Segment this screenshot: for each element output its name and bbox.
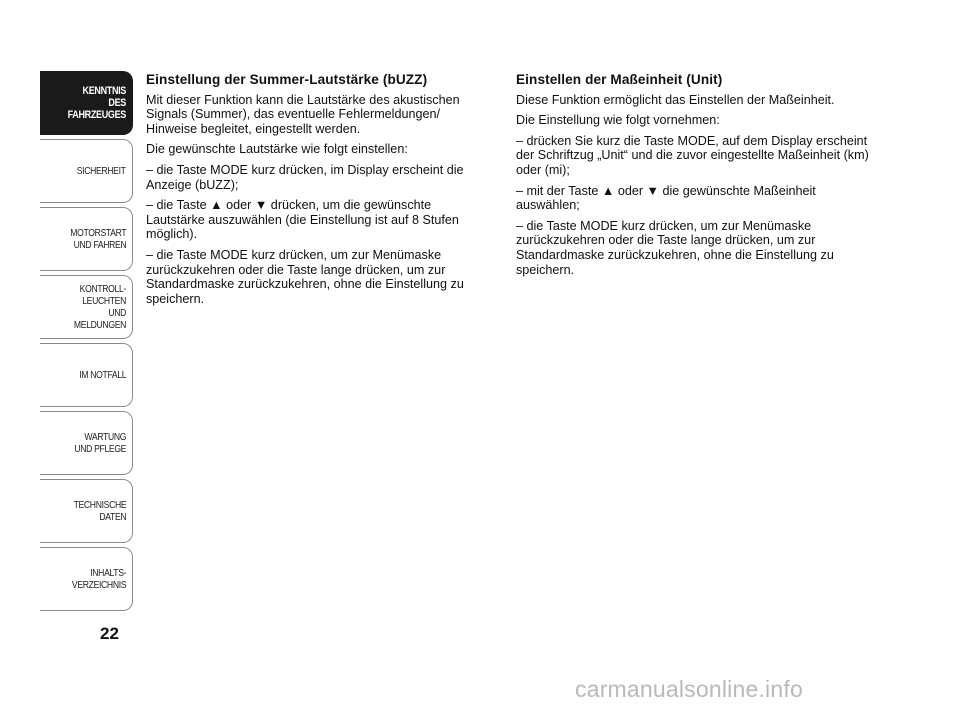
paragraph: – mit der Taste ▲ oder ▼ die gewünschte Maßeinheit auswählen; bbox=[516, 183, 816, 213]
tab-motorstart-und-fahren[interactable] bbox=[40, 207, 133, 271]
tab-label: SICHERHEIT bbox=[77, 165, 126, 177]
tab-inhaltsverzeichnis[interactable] bbox=[40, 547, 133, 611]
paragraph: – die Taste MODE kurz drücken, um zur Menümaske zurückzukehren oder die Taste lange drücken, um zur Standardmaske zurückzukehren, ohne die Einstellung zu speichern. bbox=[146, 247, 464, 306]
paragraph: – drücken Sie kurz die Taste MODE, auf dem Display erscheint der Schriftzug „Unit“ und die zuvor eingestellte Maßeinheit (km) oder (mi); bbox=[516, 133, 869, 177]
tab-sicherheit[interactable] bbox=[40, 139, 133, 203]
paragraph: Diese Funktion ermöglicht das Einstellen der Maßeinheit. bbox=[516, 92, 835, 107]
section-unit-setting bbox=[516, 73, 876, 283]
tab-label: TECHNISCHE DATEN bbox=[73, 499, 126, 523]
section-heading: Einstellung der Summer-Lautstärke (bUZZ) bbox=[146, 72, 428, 87]
paragraph: – die Taste MODE kurz drücken, um zur Menümaske zurückzukehren oder die Taste lange drücken, um zur Standardmaske zurückzukehren, ohne die Einstellung zu speichern. bbox=[516, 218, 834, 277]
tab-label: MOTORSTART UND FAHREN bbox=[69, 227, 126, 251]
tab-label: INHALTS- VERZEICHNIS bbox=[71, 567, 126, 591]
tab-label: KONTROLL- LEUCHTEN UND MELDUNGEN bbox=[73, 283, 126, 331]
watermark: carmanualsonline.info bbox=[575, 676, 803, 702]
tab-label: WARTUNG UND PFLEGE bbox=[74, 431, 126, 455]
section-buzzer-volume bbox=[146, 73, 491, 312]
tab-wartung-und-pflege[interactable] bbox=[40, 411, 133, 475]
tab-kontrollleuchten-und-meldungen[interactable] bbox=[40, 275, 133, 339]
paragraph: Die gewünschte Lautstärke wie folgt einstellen: bbox=[146, 142, 408, 157]
tab-im-notfall[interactable] bbox=[40, 343, 133, 407]
section-heading: Einstellen der Maßeinheit (Unit) bbox=[516, 72, 723, 87]
tab-kenntnis-des-fahrzeuges[interactable] bbox=[40, 71, 133, 135]
paragraph: Die Einstellung wie folgt vornehmen: bbox=[516, 113, 720, 128]
tab-technische-daten[interactable] bbox=[40, 479, 133, 543]
tab-label: IM NOTFALL bbox=[79, 369, 126, 381]
tab-label: KENNTNIS DES FAHRZEUGES bbox=[67, 85, 126, 121]
paragraph: – die Taste MODE kurz drücken, im Display erscheint die Anzeige (bUZZ); bbox=[146, 162, 464, 192]
page-number: 22 bbox=[100, 624, 119, 643]
paragraph: – die Taste ▲ oder ▼ drücken, um die gewünschte Lautstärke auszuwählen (die Einstellung ist auf 8 Stufen möglich). bbox=[146, 198, 459, 242]
paragraph: Mit dieser Funktion kann die Lautstärke des akustischen Signals (Summer), das eventuelle Fehlermeldungen/ Hinweise begleitet, eingestellt werden. bbox=[146, 92, 460, 136]
